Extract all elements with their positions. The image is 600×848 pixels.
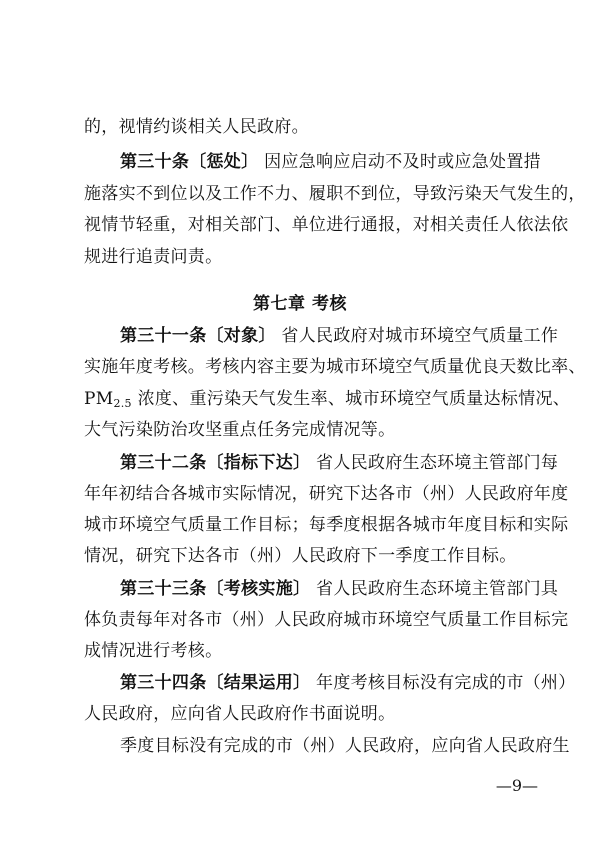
line-text: 季度目标没有完成的市（州）人民政府，应向省人民政府生 [120, 736, 570, 756]
article-30-line-1 [120, 152, 541, 172]
article-31-text: 省人民政府对城市环境空气质量工作 [281, 326, 559, 346]
text-line-1 [84, 117, 524, 137]
line-text: 城市环境空气质量工作目标；每季度根据各城市年度目标和实际 [84, 515, 569, 535]
line-text: 规进行追责问责。 [84, 247, 223, 267]
article-34-heading: 第三十四条〔结果运用〕 [120, 673, 311, 693]
article-34-line-1 [120, 673, 576, 693]
line-text: 年年初结合各城市实际情况，研究下达各市（州）人民政府年度 [84, 484, 569, 504]
article-31-line-3 [84, 389, 571, 414]
article-30-line-2 [84, 184, 586, 204]
line-text: 浓度、重污染天气发生率、城市环境空气质量达标情况、 [137, 389, 571, 409]
article-30-heading: 第三十条〔惩处〕 [120, 152, 259, 172]
article-33-text: 省人民政府生态环境主管部门具 [316, 579, 559, 599]
article-31-line-4 [84, 420, 524, 440]
article-32-line-4 [84, 546, 524, 566]
article-33-line-3 [84, 641, 524, 661]
article-30-line-4 [84, 247, 524, 267]
line-text: 成情况进行考核。 [84, 641, 223, 661]
pm-text: PM [84, 389, 114, 409]
article-32-heading: 第三十二条〔指标下达〕 [120, 453, 311, 473]
line-text: 施落实不到位以及工作不力、履职不到位，导致污染天气发生的， [84, 184, 586, 204]
pm-label [84, 389, 132, 409]
article-33-line-2 [84, 610, 569, 630]
line-text: 人民政府，应向省人民政府作书面说明。 [84, 704, 396, 724]
line-text: 视情节轻重，对相关部门、单位进行通报，对相关责任人依法依 [84, 215, 569, 235]
article-34-text: 年度考核目标没有完成的市（州） [316, 673, 576, 693]
pm-subscript: 2.5 [113, 397, 132, 410]
article-30-text: 因应急响应启动不及时或应急处置措 [264, 152, 541, 172]
article-32-line-3 [84, 515, 569, 535]
article-31-line-2 [84, 357, 586, 377]
article-30-line-3 [84, 215, 569, 235]
line-text: 的，视情约谈相关人民政府。 [84, 117, 309, 137]
article-32-line-2 [84, 484, 569, 504]
article-32-line-1 [120, 453, 559, 473]
line-text: 体负责每年对各市（州）人民政府城市环境空气质量工作目标完 [84, 610, 569, 630]
page-number: —9— [495, 776, 538, 795]
article-34-line-2 [84, 704, 524, 724]
article-31-heading: 第三十一条〔对象〕 [120, 326, 276, 346]
line-text: 实施年度考核。考核内容主要为城市环境空气质量优良天数比率、 [84, 357, 586, 377]
line-text: 大气污染防治攻坚重点任务完成情况等。 [84, 420, 396, 440]
chapter-heading: 第七章 考核 [253, 294, 347, 314]
line-text: 情况，研究下达各市（州）人民政府下一季度工作目标。 [84, 546, 517, 566]
article-33-line-1 [120, 579, 559, 599]
article-34-line-3 [120, 736, 570, 756]
article-32-text: 省人民政府生态环境主管部门每 [316, 453, 559, 473]
article-33-heading: 第三十三条〔考核实施〕 [120, 579, 311, 599]
article-31-line-1 [120, 326, 559, 346]
